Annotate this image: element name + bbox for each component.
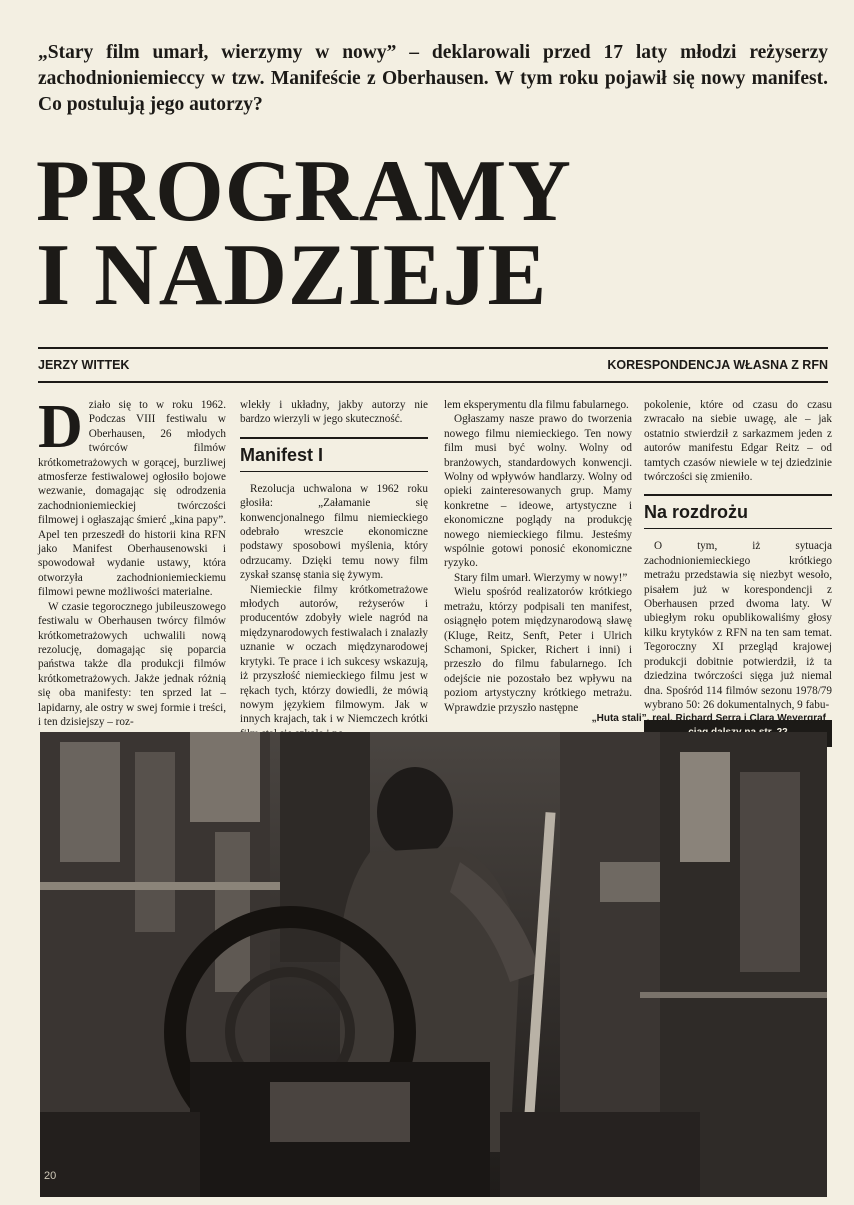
text-column-3 (444, 398, 632, 715)
article-headline (36, 143, 836, 324)
paragraph: Niemieckie filmy krótkometrażowe młodych autorów, reżyserów i producentów zdobyły wiele nagród na międzynarodowych festiwalach i znalazły uznanie w oczach międzynarodowej krytyki. Te prace i ich sukcesy wskazują, iż przyszłość niemieckiego filmu jest w rękach tych, którzy dowiedli, że mówią nowym językiem filmowym. Jak w innych krajach, tak i w Niemczech krótki (240, 583, 428, 726)
paragraph (38, 393, 226, 600)
text-column-4 (644, 398, 832, 747)
byline (38, 358, 828, 376)
paragraph: W czasie tegorocznego jubileuszowego festiwalu w Oberhausen twórcy filmów krótkometrażowych uchwalili nową rezolucję, domagając się poparcia państwa także dla produkcji filmów krótkometrażowych. Jakże jednak różnią się oba manifesty: ten sprzed lat – lapidarny, ale ostry w swej formie i treści, i ten dzisiejszy – roz- (38, 600, 226, 728)
subheading-manifest: Manifest I (240, 437, 428, 472)
paragraph: wlekły i układny, jakby autorzy nie bardzo wierzyli w jego skuteczność. (240, 399, 428, 426)
subheading-crossroads: Na rozdrożu (644, 494, 832, 529)
paragraph: lem eksperymentu dla filmu fabularnego. (444, 399, 629, 411)
photo-illustration (40, 732, 827, 1197)
paragraph: pokolenie, które od czasu do czasu zwracało na siebie uwagę, ale – jak ostatnio stwierdził z sarkazmem jeden z autorów manifestu Edgar Reitz – od tamtych czasów niewiele w tej dziedzinie twórczości się zmieniło. (644, 399, 832, 484)
paragraph: Stary film umarł. Wierzymy w nowy!” (454, 571, 628, 584)
correspondence-note: KORESPONDENCJA WŁASNA Z RFN (607, 358, 828, 372)
paragraph: Ogłaszamy nasze prawo do tworzenia nowego filmu niemieckiego. Ten nowy film musi być wolny. Wolny od branżowych, standardowych konwencji. Wolny od wpływów handlarzy. Wolny od opieki zainteresowanych grup. Mamy konkretne – ideowe, artystyczne i ekonomiczne poglądy na produkcję nowego niemieckiego filmu. Jesteśmy wspólnie gotowi ponosić ekonomiczne ryzyko. (444, 413, 632, 570)
article-lead: „Stary film umarł, wierzymy w nowy” – deklarowali przed 17 laty młodzi reżyserzy zachodnioniemieccy w tzw. Manifeście z Oberhausen. W tym roku pojawił się nowy manifest. Co postulują jego autorzy? (38, 42, 828, 115)
page-number: 20 (44, 1170, 57, 1182)
drop-cap: D (38, 393, 83, 461)
text-column-1 (38, 393, 226, 729)
paragraph-text: ziało się to w roku 1962. Podczas VIII festiwalu w Oberhausen, 26 młodych twórców filmów krótkometrażowych w gorącej, burzliwej atmosferze festiwalowej ogłosiło bojowe wezwanie, domagając się odrodzenia zachodnioniemieckiej twórczości filmowej i ogłaszając śmierć „kina papy”. Apel ten przeszedł do historii kina RFN jako Manifest Oberhausenowski i spowodował wydanie ustawy, która otworzyła zachodnioniemieckiemu filmowi pewne możliwości materialne. (38, 399, 226, 599)
paragraph: Rezolucja uchwalona w 1962 roku głosiła: „Załamanie się konwencjonalnego filmu niemieckiego odebrało wreszcie ekonomiczne podstawy sposobowi myślenia, który odrzucamy. Dzięki temu nowy film zyskał szansę stania się żywym. (240, 482, 428, 582)
paragraph: O tym, iż sytuacja zachodnioniemieckiego krótkiego metrażu przedstawia się niezbyt wesoło, pisałem już w korespondencji z Oberhausen przed dwoma laty. W ubiegłym roku opublikowaliśmy głosy kilku krytyków z RFN na ten sam temat. Tegoroczny XI przegląd krajowej produkcji dobitnie potwierdził, iż ta dziedzina twórczości sięga już niemal dna. Spośród 114 filmów sezonu 1978/79 wybrano 50: 26 dokumentalnych, 9 fabu- (644, 540, 832, 711)
byline-rule-top (38, 347, 828, 349)
headline-line-2: I NADZIEJE (36, 227, 548, 324)
photo-caption: „Huta stali”, real. Richard Serra i Clara Weyergraf (591, 713, 826, 724)
headline-line-1: PROGRAMY (36, 143, 572, 240)
text-column-2 (240, 398, 428, 741)
author-name: JERZY WITTEK (38, 358, 130, 372)
byline-rule-bottom (38, 381, 828, 383)
paragraph: Wielu spośród realizatorów krótkiego metrażu, którzy podpisali ten manifest, osiągnęło potem międzynarodową sławę (Kluge, Reitz, Senft, Peter i Ulrich Schamoni, Spicker, Richert i inni) i przeszło do filmu fabularnego. Ich odejście nie pozostało bez wpływu na poziom artystyczny krótkiego metrażu. Wprawdzie przyszło następne (444, 586, 632, 714)
film-still-photo (40, 732, 827, 1197)
